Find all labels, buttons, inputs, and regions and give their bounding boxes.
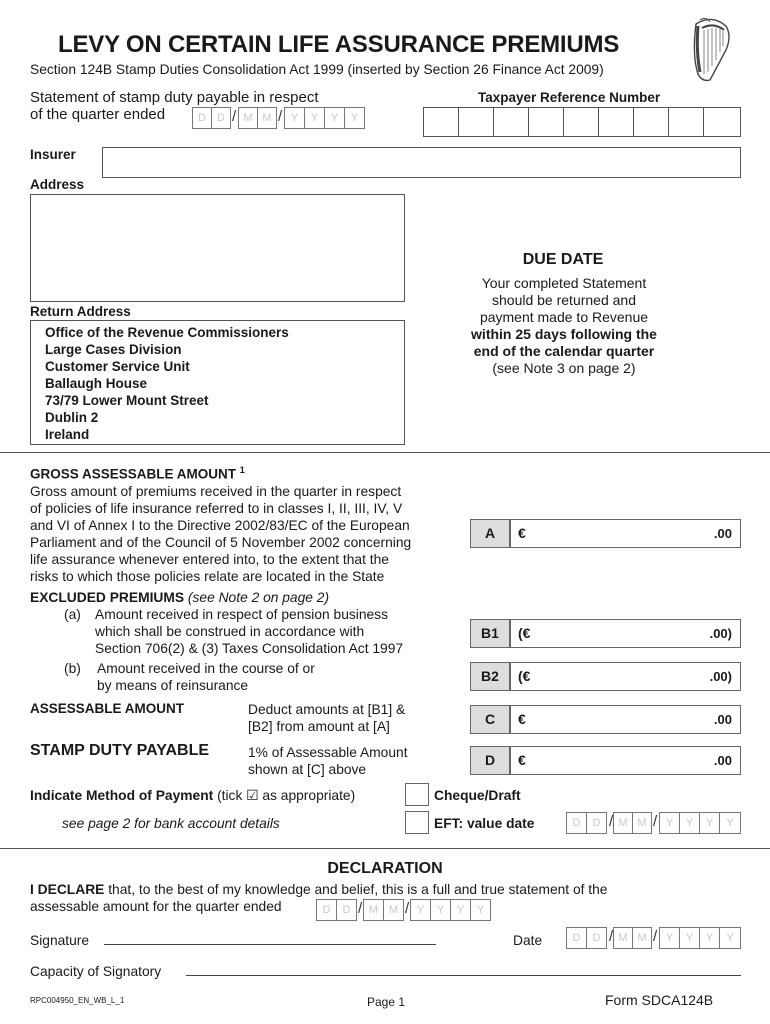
- date-cell[interactable]: Y: [679, 927, 700, 949]
- declaration-bold: I DECLARE: [30, 882, 105, 897]
- cheque-checkbox[interactable]: [405, 783, 429, 806]
- gross-line: and VI of Annex I to the Directive 2002/83/EC of the European: [30, 518, 410, 533]
- address-field[interactable]: [30, 194, 405, 302]
- ref-cell[interactable]: [633, 107, 669, 137]
- amount-label-a: A: [470, 519, 510, 548]
- capacity-label: Capacity of Signatory: [30, 964, 162, 979]
- insurer-field[interactable]: [102, 147, 741, 178]
- bank-details-note: see page 2 for bank account details: [62, 816, 280, 831]
- currency-symbol: €: [518, 711, 526, 727]
- amount-label-b2: B2: [470, 662, 510, 691]
- payment-method-label: [30, 788, 355, 804]
- amount-label-b1: B1: [470, 619, 510, 648]
- date-cell[interactable]: D: [336, 899, 357, 921]
- amount-field-b2[interactable]: [510, 662, 741, 691]
- due-date-line: payment made to Revenue: [479, 309, 649, 325]
- excluded-b-text: [97, 660, 315, 694]
- due-date-text: [446, 275, 682, 377]
- date-cell[interactable]: D: [211, 107, 231, 129]
- cheque-label: Cheque/Draft: [434, 788, 521, 803]
- currency-symbol: €: [518, 752, 526, 768]
- date-cell[interactable]: Y: [450, 899, 471, 921]
- stamp-duty-title: STAMP DUTY PAYABLE: [30, 742, 210, 759]
- excluded-note: (see Note 2 on page 2): [187, 590, 330, 605]
- excluded-title-text: EXCLUDED PREMIUMS: [30, 590, 185, 605]
- declaration-title: DECLARATION: [327, 860, 443, 877]
- date-cell[interactable]: Y: [430, 899, 451, 921]
- return-address-line: Customer Service Unit: [45, 359, 190, 374]
- date-separator: /: [653, 813, 658, 830]
- payment-method-bold: Indicate Method of Payment: [30, 788, 214, 803]
- ref-cell[interactable]: [703, 107, 741, 137]
- stamp-duty-line: 1% of Assessable Amount: [248, 745, 408, 760]
- gross-line: risks to which those policies relate are located in the State: [30, 569, 385, 584]
- harp-icon: [688, 16, 734, 86]
- date-label: Date: [513, 933, 543, 948]
- date-cell[interactable]: D: [566, 927, 587, 949]
- date-separator: /: [609, 813, 614, 830]
- amount-field-d[interactable]: [510, 746, 741, 775]
- date-cell[interactable]: M: [613, 927, 633, 949]
- excluded-b-line: by means of reinsurance: [97, 678, 249, 693]
- due-date-line: end of the calendar quarter: [473, 343, 655, 359]
- date-cell[interactable]: M: [238, 107, 258, 129]
- date-cell[interactable]: Y: [699, 927, 720, 949]
- decimal-suffix: .00): [709, 669, 732, 684]
- gross-line: of policies of life insurance referred to in classes I, II, III, IV, V: [30, 501, 403, 516]
- decimal-suffix: .00: [713, 712, 732, 727]
- date-cell[interactable]: D: [586, 927, 607, 949]
- amount-field-c[interactable]: [510, 705, 741, 734]
- gross-line: life assurance whenever entered into, to the extent that the: [30, 552, 389, 567]
- date-cell[interactable]: Y: [324, 107, 345, 129]
- payment-method-hint: (tick ☑ as appropriate): [217, 788, 356, 803]
- date-cell[interactable]: Y: [284, 107, 305, 129]
- capacity-line[interactable]: [186, 975, 741, 976]
- decimal-suffix: .00): [709, 626, 732, 641]
- date-cell[interactable]: M: [632, 812, 652, 834]
- signature-label: Signature: [30, 933, 90, 948]
- page-subtitle: Section 124B Stamp Duties Consolidation Act 1999 (inserted by Section 26 Finance Act 2009): [30, 62, 604, 77]
- date-cell[interactable]: Y: [719, 812, 741, 834]
- return-address-line: Ballaugh House: [45, 376, 148, 391]
- return-address-label: Return Address: [30, 304, 131, 319]
- assessable-text: [248, 701, 405, 735]
- decimal-suffix: .00: [713, 526, 732, 541]
- amount-label-c: C: [470, 705, 510, 734]
- page-title: LEVY ON CERTAIN LIFE ASSURANCE PREMIUMS: [58, 31, 620, 58]
- excluded-b-line: Amount received in the course of or: [97, 661, 315, 676]
- decimal-suffix: .00: [713, 753, 732, 768]
- date-cell[interactable]: Y: [410, 899, 431, 921]
- date-separator: /: [653, 928, 658, 945]
- return-address-line: Dublin 2: [45, 410, 99, 425]
- section-divider: [0, 848, 770, 849]
- date-cell[interactable]: Y: [344, 107, 365, 129]
- date-cell[interactable]: D: [192, 107, 212, 129]
- ref-cell[interactable]: [458, 107, 494, 137]
- return-address-line: Ireland: [45, 427, 90, 442]
- amount-field-a[interactable]: [510, 519, 741, 548]
- date-cell[interactable]: Y: [659, 812, 680, 834]
- due-date-title: DUE DATE: [522, 251, 604, 268]
- excluded-b-marker: (b): [64, 661, 81, 676]
- currency-symbol: (€: [518, 625, 531, 641]
- date-cell[interactable]: M: [363, 899, 384, 921]
- return-address-box: [30, 320, 405, 445]
- ref-cell[interactable]: [493, 107, 529, 137]
- section-divider: [0, 452, 770, 453]
- date-separator: /: [609, 928, 614, 945]
- excluded-title: [30, 589, 329, 606]
- insurer-label: Insurer: [30, 147, 76, 162]
- address-label: Address: [30, 177, 85, 192]
- form-code: RPC004950_EN_WB_L_1: [30, 996, 125, 1005]
- declaration-line-2: assessable amount for the quarter ended: [30, 899, 282, 914]
- statement-line-2: of the quarter ended: [30, 106, 166, 123]
- date-cell[interactable]: D: [586, 812, 607, 834]
- return-address-line: 73/79 Lower Mount Street: [45, 393, 209, 408]
- date-cell[interactable]: D: [566, 812, 587, 834]
- due-date-line: (see Note 3 on page 2): [492, 360, 636, 376]
- date-cell[interactable]: D: [316, 899, 337, 921]
- return-address-line: Large Cases Division: [45, 342, 182, 357]
- date-cell[interactable]: M: [383, 899, 404, 921]
- date-cell[interactable]: Y: [699, 812, 720, 834]
- ref-cell[interactable]: [528, 107, 564, 137]
- stamp-duty-line: shown at [C] above: [248, 762, 367, 777]
- taxpayer-ref-label: Taxpayer Reference Number: [478, 90, 661, 105]
- page-number: Page 1: [367, 995, 406, 1009]
- date-cell[interactable]: M: [613, 812, 633, 834]
- excluded-a-line: Amount received in respect of pension business: [95, 607, 388, 622]
- ref-cell[interactable]: [598, 107, 634, 137]
- gross-line: Gross amount of premiums received in the quarter in respect: [30, 484, 402, 499]
- excluded-a-marker: (a): [64, 607, 81, 622]
- amount-label-d: D: [470, 746, 510, 775]
- currency-symbol: (€: [518, 668, 531, 684]
- gross-title-text: GROSS ASSESSABLE AMOUNT: [30, 466, 237, 482]
- due-date-line: within 25 days following the: [471, 326, 657, 342]
- date-cell[interactable]: Y: [659, 927, 680, 949]
- excluded-a-text: [95, 606, 403, 657]
- date-separator: /: [405, 900, 410, 917]
- excluded-a-line: Section 706(2) & (3) Taxes Consolidation Act 1997: [95, 641, 404, 656]
- stamp-duty-text: [248, 744, 408, 778]
- currency-symbol: €: [518, 525, 526, 541]
- date-cell[interactable]: Y: [470, 899, 491, 921]
- declaration-line-1: [30, 882, 607, 897]
- assessable-title: ASSESSABLE AMOUNT: [30, 701, 185, 716]
- eft-checkbox[interactable]: [405, 811, 429, 834]
- amount-field-b1[interactable]: [510, 619, 741, 648]
- date-cell[interactable]: Y: [679, 812, 700, 834]
- eft-label: EFT: value date: [434, 816, 535, 831]
- gross-footnote: 1: [239, 465, 245, 475]
- declaration-text: that, to the best of my knowledge and belief, this is a full and true statement of the: [104, 882, 608, 897]
- ref-cell[interactable]: [563, 107, 599, 137]
- date-separator: /: [278, 108, 283, 125]
- form-name: Form SDCA124B: [605, 992, 714, 1008]
- gross-description: [30, 483, 411, 585]
- date-separator: /: [232, 108, 237, 125]
- return-address-line: Office of the Revenue Commissioners: [45, 325, 289, 340]
- date-cell[interactable]: Y: [304, 107, 325, 129]
- due-date-line: should be returned and: [492, 292, 636, 308]
- date-cell[interactable]: Y: [719, 927, 741, 949]
- gross-title: [30, 465, 245, 482]
- assessable-line: [B2] from amount at [A]: [248, 719, 390, 734]
- signature-line[interactable]: [104, 944, 436, 945]
- date-separator: /: [358, 900, 363, 917]
- assessable-line: Deduct amounts at [B1] &: [248, 702, 406, 717]
- due-date-line: Your completed Statement: [481, 275, 647, 291]
- statement-line-1: Statement of stamp duty payable in respect: [30, 89, 319, 106]
- date-cell[interactable]: M: [257, 107, 277, 129]
- gross-line: Parliament and of the Council of 5 November 2002 concerning: [30, 535, 412, 550]
- date-cell[interactable]: M: [632, 927, 652, 949]
- ref-cell[interactable]: [423, 107, 459, 137]
- excluded-a-line: which shall be construed in accordance with: [95, 624, 365, 639]
- ref-cell[interactable]: [668, 107, 704, 137]
